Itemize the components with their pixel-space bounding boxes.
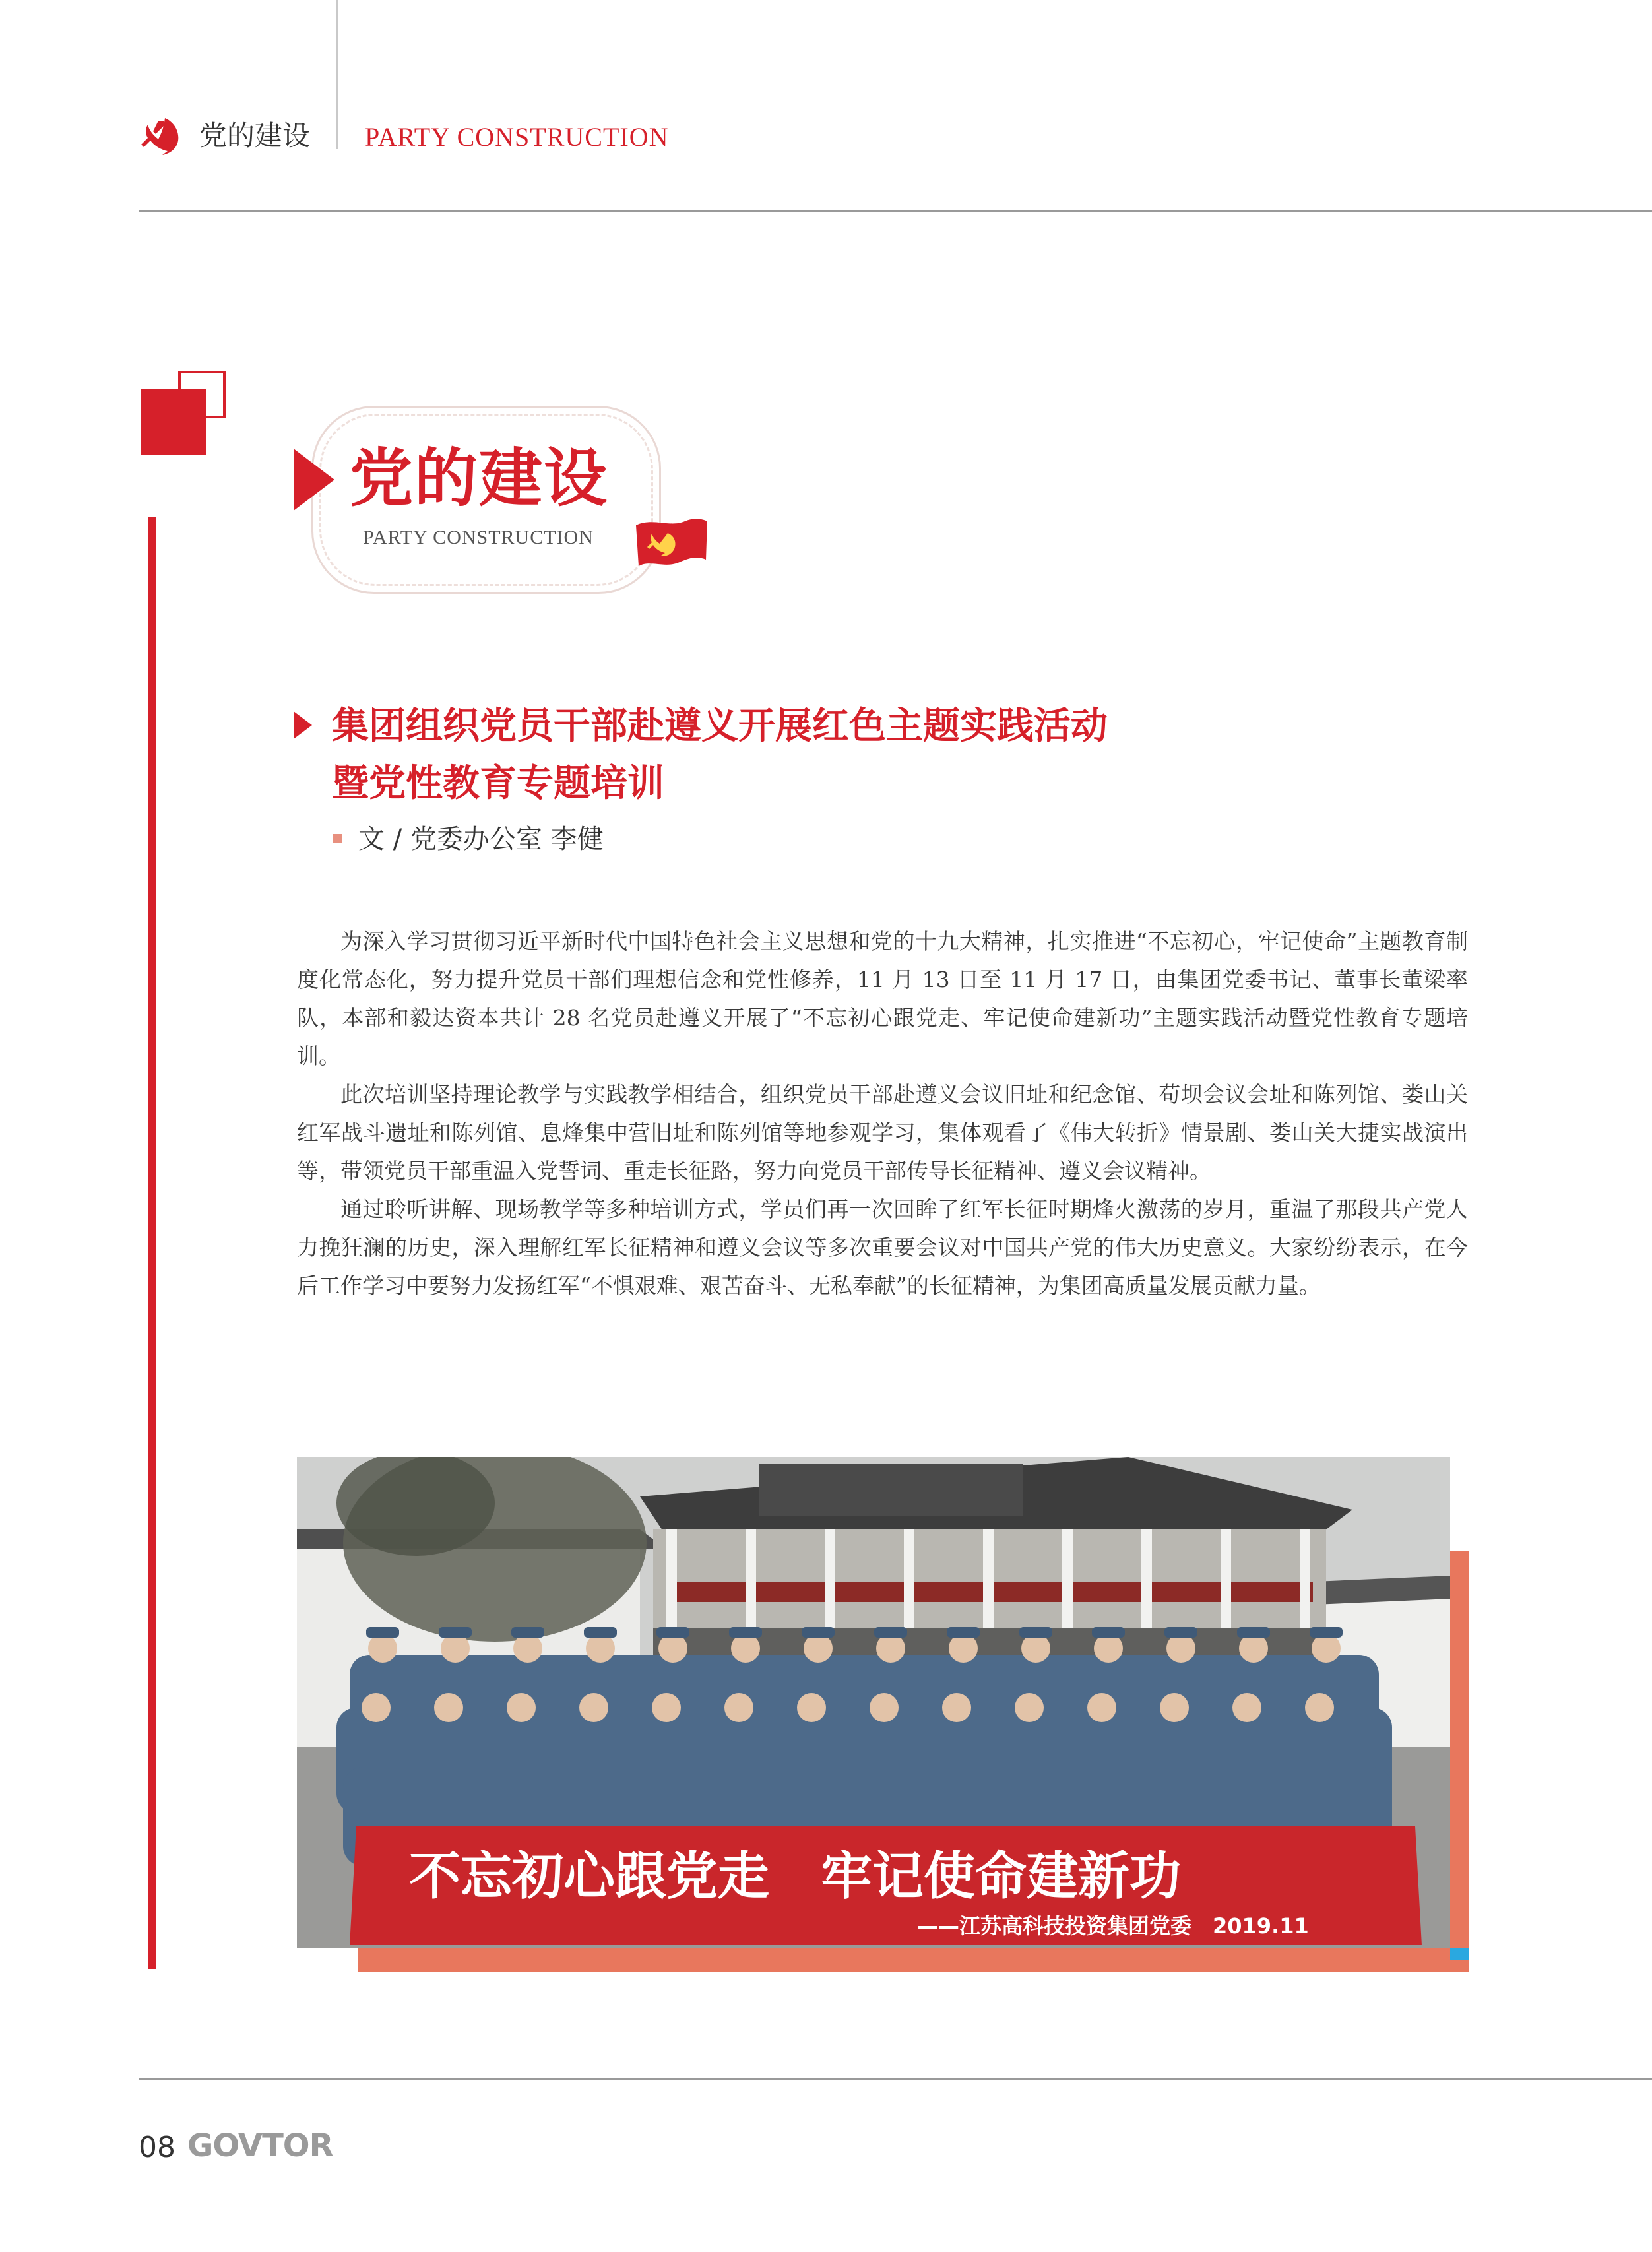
article-title-continued: 暨党性教育专题培训 bbox=[332, 762, 664, 805]
photo-banner-slogan: 不忘初心跟党走 牢记使命建新功 bbox=[409, 1847, 1182, 1906]
header-section-title-en: PARTY CONSTRUCTION bbox=[365, 122, 669, 152]
section-badge-subtitle: PARTY CONSTRUCTION bbox=[363, 527, 594, 548]
photo-frame-accent-square bbox=[1450, 1948, 1469, 1960]
header-rule bbox=[139, 210, 1652, 212]
byline-bullet-icon bbox=[333, 834, 342, 843]
article-paragraph: 此次培训坚持理论教学与实践教学相结合，组织党员干部赴遵义会议旧址和纪念馆、苟坝会议会址和陈列馆、娄山关红军战斗遗址和陈列馆、息烽集中营旧址和陈列馆等地参观学习，集体观看了《伟大转折》情景剧、娄山关大捷实战演出等，带领党员干部重温入党誓词、重走长征路，努力向党员干部传导长征精神、遵义会议精神。 bbox=[297, 1081, 1468, 1184]
brand-logo: GOVTOR bbox=[187, 2127, 333, 2164]
photo-banner-signature: ——江苏高科技投资集团党委 2019.11 bbox=[917, 1914, 1309, 1939]
party-emblem-icon bbox=[139, 115, 181, 158]
header-section-title: 党的建设 bbox=[199, 119, 311, 152]
group-photo bbox=[297, 1457, 1450, 1948]
decor-square-filled bbox=[141, 389, 206, 455]
article-body bbox=[297, 922, 1468, 1305]
title-arrow-icon bbox=[294, 711, 312, 739]
article-paragraph: 为深入学习贯彻习近平新时代中国特色社会主义思想和党的十九大精神，扎实推进“不忘初心，牢记使命”主题教育制度化常态化，努力提升党员干部们理想信念和党性修养，11 月 13 日至 11 月 17 日，由集团党委书记、董事长董梁率队，本部和毅达资本共计 28 名党员赴遵义开展了“不忘初心跟党走、牢记使命建新功”主题实践活动暨党性教育专题培训。 bbox=[297, 928, 1468, 1069]
photo-frame-accent-bottom bbox=[358, 1948, 1469, 1972]
article-paragraph: 通过聆听讲解、现场教学等多种培训方式，学员们再一次回眸了红军长征时期烽火激荡的岁月，重温了那段共产党人力挽狂澜的历史，深入理解红军长征精神和遵义会议等多次重要会议对中国共产党的伟大历史意义。大家纷纷表示，在今后工作学习中要努力发扬红军“不惧艰难、艰苦奋斗、无私奉献”的长征精神，为集团高质量发展贡献力量。 bbox=[297, 1196, 1468, 1299]
badge-arrow-icon bbox=[294, 449, 334, 511]
header-divider-vertical bbox=[336, 0, 338, 149]
decor-vertical-bar bbox=[148, 517, 156, 1969]
party-flag-icon bbox=[633, 513, 709, 576]
photo-frame-accent-right bbox=[1450, 1551, 1469, 1960]
footer-rule bbox=[139, 2078, 1652, 2080]
article-title: 集团组织党员干部赴遵义开展红色主题实践活动 bbox=[332, 705, 1108, 748]
article-byline: 文 / 党委办公室 李健 bbox=[358, 824, 604, 854]
section-badge-title: 党的建设 bbox=[350, 441, 608, 515]
page-number: 08 bbox=[139, 2131, 175, 2164]
